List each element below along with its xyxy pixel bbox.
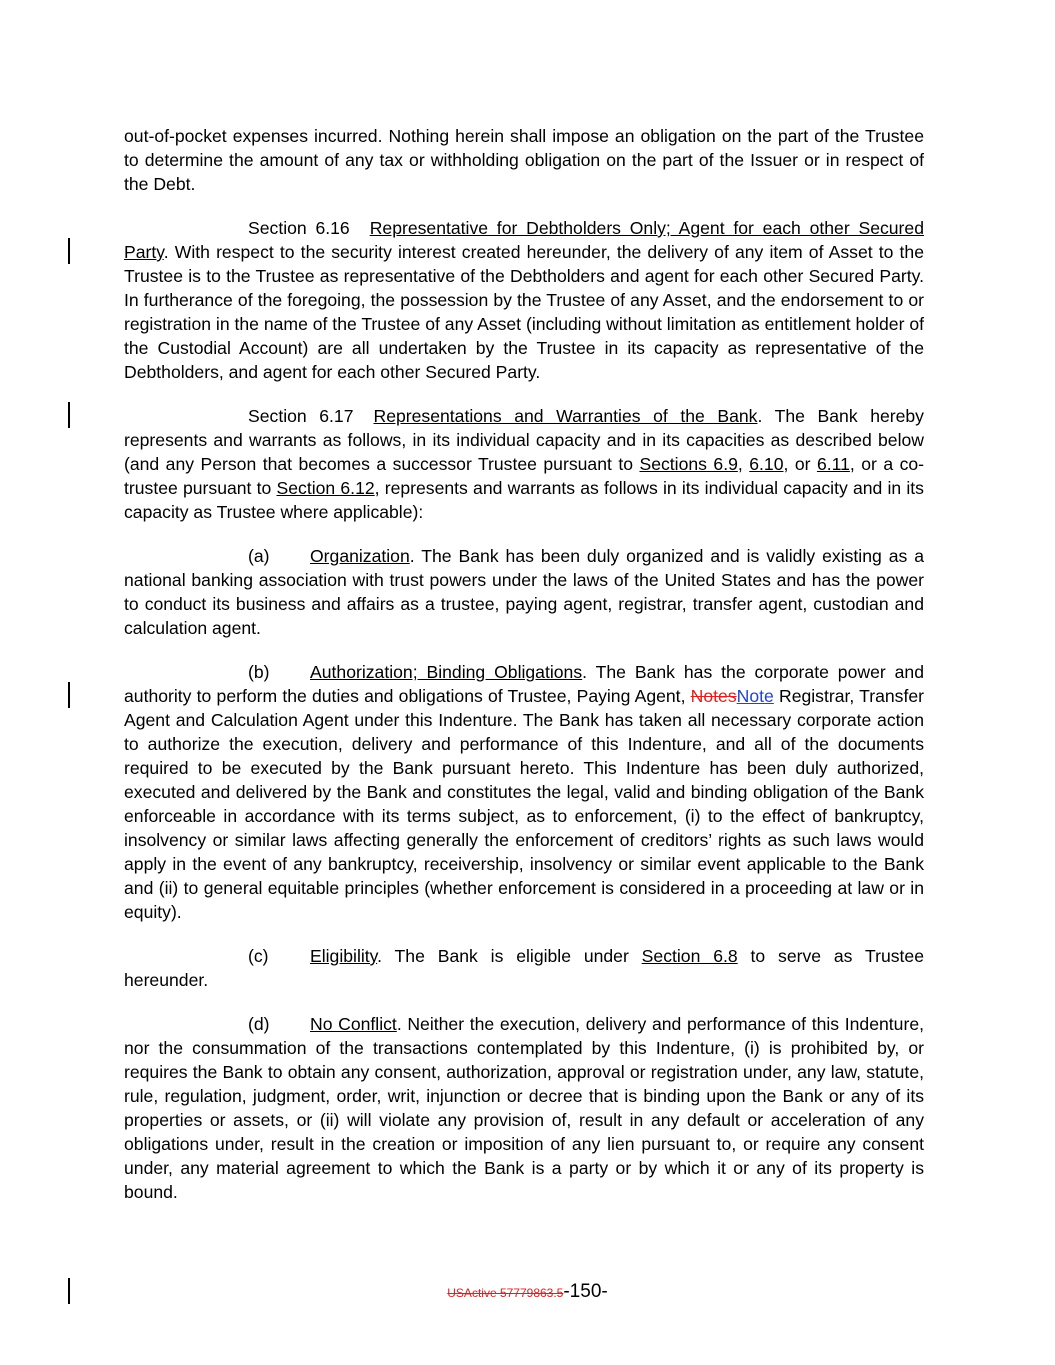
item-heading: Organization	[310, 546, 410, 566]
item-label: (a)	[248, 546, 270, 566]
cross-reference: Section 6.8	[641, 946, 738, 966]
item-d: (d) No Conflict. Neither the execution, delivery and performance of this Indenture, nor the consummation of the transactions contemplated by this Indenture, (i) is prohibited by, or requires the Bank to obtain any consent, authorization, approval or registration under, any law, statute, rule, regulation, judgment, order, writ, injunction or decree that is binding upon the Bank or any of its properties or assets, or (ii) will violate any provision of, result in any default or acceleration of any obligations under, result in the creation or imposition of any lien pursuant to, or require any consent under, any material agreement to which the Bank is a party or by which it or any of its property is bound.	[124, 1014, 924, 1202]
item-label: (c)	[248, 946, 269, 966]
deleted-text: Notes	[690, 686, 737, 706]
item-heading: No Conflict	[310, 1014, 397, 1034]
item-b: (b) Authorization; Binding Obligations. The Bank has the corporate power and authority to perform the duties and obligations of Trustee, Paying Agent, NotesNote Registrar, Transfer Agent and Calculation Agent under this Indenture. The Bank has taken all necessary corporate action to authorize the execution, delivery and performance of this Indenture, and all of the documents required to be executed by the Bank pursuant hereto. This Indenture has been duly authorized, executed and delivered by the Bank and constitutes the legal, valid and binding obligation of the Bank enforceable in accordance with its terms subject, as to enforcement, (i) to the effect of bankruptcy, insolvency or similar laws affecting generally the enforcement of creditors’ rights as such laws would apply in the event of any bankruptcy, receivership, insolvency or similar event applicable to the Bank and (ii) to general equitable principles (whether enforcement is considered in a proceeding at law or in equity).	[124, 662, 924, 922]
cross-reference: Section 6.12	[276, 478, 375, 498]
section-6-17: Section 6.17 Representations and Warranties of the Bank. The Bank hereby represents and warrants as follows, in its individual capacity and in its capacities as described below (and any Person that becomes a successor Trustee pursuant to Sections 6.9, 6.10, or 6.11, or a co-trustee pursuant to Section 6.12, represents and warrants as follows in its individual capacity and in its capacity as Trustee where applicable):	[124, 406, 925, 522]
cross-reference: 6.10	[749, 454, 784, 474]
intro-paragraph: out-of-pocket expenses incurred. Nothing herein shall impose an obligation on the part of the Trustee to determine the amount of any tax or withholding obligation on the part of the Issuer or in respect of the Debt.	[124, 126, 924, 194]
page-number: -150-	[563, 1281, 608, 1302]
item-heading: Authorization; Binding Obligations	[310, 662, 583, 682]
section-number: Section 6.16	[248, 218, 350, 238]
section-heading: Representations and Warranties of the Bank	[373, 406, 758, 426]
deleted-doc-id: USActive 57779863.5	[447, 1286, 564, 1300]
document-page	[124, 124, 924, 1224]
item-label: (d)	[248, 1014, 270, 1034]
change-bar	[68, 682, 70, 708]
item-c: (c) Eligibility. The Bank is eligible under Section 6.8 to serve as Trustee hereunder.	[124, 946, 924, 990]
item-heading: Eligibility	[310, 946, 378, 966]
section-body: . With respect to the security interest created hereunder, the delivery of any item of Asset to the Trustee is to the Trustee as representative of the Debtholders and agent for each other Secured Party. In furtherance of the foregoing, the possession by the Trustee of any Asset, and the endorsement to or registration in the name of the Trustee of any Asset (including without limitation as entitlement holder of the Custodial Account) are all undertaken by the Trustee in its capacity as representative of the Debtholders, and agent for each other Secured Party.	[124, 242, 924, 382]
cross-reference: Sections 6.9	[639, 454, 738, 474]
item-a: (a) Organization. The Bank has been duly organized and is validly existing as a national banking association with trust powers under the laws of the United States and has the power to conduct its business and affairs as a trustee, paying agent, registrar, transfer agent, custodian and calculation agent.	[124, 546, 924, 638]
page-footer	[0, 1280, 1055, 1305]
section-number: Section 6.17	[248, 406, 354, 426]
item-label: (b)	[248, 662, 270, 682]
change-bar	[68, 238, 70, 264]
change-bar	[68, 402, 70, 428]
section-heading: Representative for Debtholders Only; Agent for each other Secured Party	[124, 218, 924, 262]
cross-reference: 6.11	[816, 454, 850, 474]
inserted-text: Note	[736, 686, 774, 706]
section-6-16	[124, 216, 924, 384]
